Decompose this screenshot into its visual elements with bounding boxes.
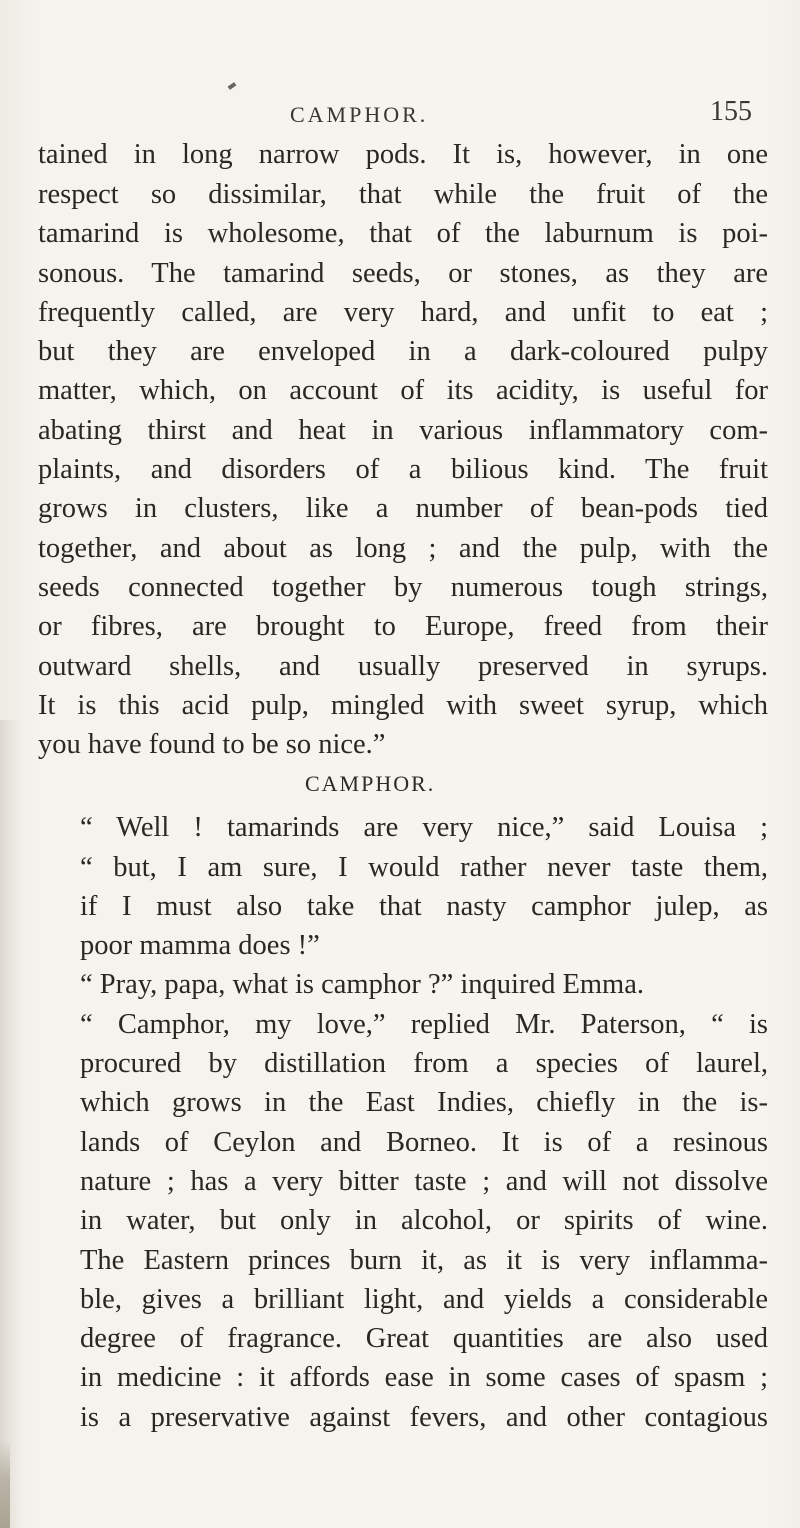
text-line: abating thirst and heat in various inflammatory com- — [38, 415, 768, 446]
text-line: “ Pray, papa, what is camphor ?” inquired Emma. — [80, 969, 645, 1000]
text-line: degree of fragrance. Great quantities are also used — [80, 1323, 768, 1354]
text-line: sonous. The tamarind seeds, or stones, as they are — [38, 258, 768, 289]
text-line: together, and about as long ; and the pulp, with the — [38, 533, 768, 564]
text-line: if I must also take that nasty camphor julep, as — [80, 891, 768, 922]
text-line: nature ; has a very bitter taste ; and will not dissolve — [80, 1166, 768, 1197]
text-line: “ Camphor, my love,” replied Mr. Paterson, “ is — [80, 1009, 768, 1040]
text-line: tained in long narrow pods. It is, however, in one — [38, 139, 768, 170]
text-line: you have found to be so nice.” — [38, 729, 386, 760]
text-line: poor mamma does !” — [80, 930, 320, 961]
text-line: grows in clusters, like a number of bean-pods tied — [38, 493, 768, 524]
text-line: or fibres, are brought to Europe, freed from their — [38, 611, 768, 642]
text-line: procured by distillation from a species of laurel, — [80, 1048, 768, 1079]
running-head: CAMPHOR. — [290, 102, 429, 127]
text-line: which grows in the East Indies, chiefly in the is- — [80, 1087, 768, 1118]
text-line: plaints, and disorders of a bilious kind. The fruit — [38, 454, 768, 485]
text-line: tamarind is wholesome, that of the laburnum is poi- — [38, 218, 768, 249]
text-line: in medicine : it affords ease in some cases of spasm ; — [80, 1362, 768, 1393]
text-line: but they are enveloped in a dark-coloured pulpy — [38, 336, 768, 367]
ink-mark — [228, 82, 237, 90]
text-line: in water, but only in alcohol, or spirits of wine. — [80, 1205, 768, 1236]
page-number: 155 — [710, 96, 752, 127]
text-line: is a preservative against fevers, and other contagious — [80, 1402, 768, 1433]
text-line: “ Well ! tamarinds are very nice,” said Louisa ; — [80, 812, 768, 843]
text-line: It is this acid pulp, mingled with sweet syrup, which — [38, 690, 768, 721]
text-line: ble, gives a brilliant light, and yields a considerable — [80, 1284, 768, 1315]
text-line: “ but, I am sure, I would rather never taste them, — [80, 852, 768, 883]
text-line: The Eastern princes burn it, as it is very inflamma- — [80, 1245, 768, 1276]
text-line: matter, which, on account of its acidity, is useful for — [38, 375, 768, 406]
text-line: seeds connected together by numerous tough strings, — [38, 572, 768, 603]
text-line: lands of Ceylon and Borneo. It is of a resinous — [80, 1127, 768, 1158]
text-line: frequently called, are very hard, and unfit to eat ; — [38, 297, 768, 328]
binding-edge — [0, 1440, 10, 1528]
gutter-shadow — [0, 720, 22, 1528]
text-line: outward shells, and usually preserved in syrups. — [38, 651, 768, 682]
section-heading: CAMPHOR. — [305, 771, 436, 796]
text-line: respect so dissimilar, that while the fruit of the — [38, 179, 768, 210]
